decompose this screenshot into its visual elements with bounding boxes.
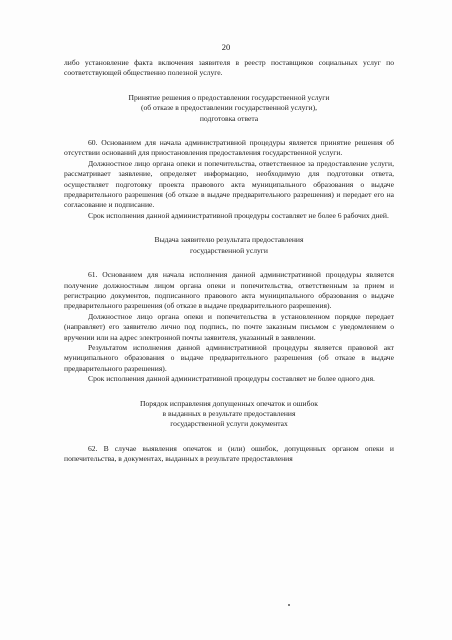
document-body: [64, 58, 394, 465]
heading-line: в выданных в результате предоставления: [162, 408, 296, 418]
paragraph-60-responsible: Должностное лицо органа опеки и попечительства, ответственное за предоставление услуги, рассматривает заявление, определяет информацию, необходимую для подготовки ответа, осуществляет подготовку проекта правового акта муниципального образования о выдаче предварительного разрешения (об отказе в выдаче предварительного разрешения) и передает его на согласование и подписание.: [64, 158, 394, 210]
scan-speck: [288, 604, 290, 606]
section-heading-corrections: [64, 399, 394, 430]
paragraph-61: 61. Основанием для начала исполнения данной административной процедуры является получение должностным лицом органа опеки и попечительства, ответственным за прием и регистрацию документов, подписанного правового акта муниципального образования о выдаче предварительного разрешения (об отказе в выдаче предварительного разрешения).: [64, 270, 394, 311]
section-heading-issue-result: [64, 235, 394, 256]
paragraph-61-result: Результатом исполнения данной административной процедуры является правовой акт муниципального образования о выдаче предварительного разрешения (об отказе в выдаче предварительного разрешения).: [64, 342, 394, 373]
intro-paragraph: либо установление факта включения заявителя в реестр поставщиков социальных услуг по соответствующей общественно полезной услуге.: [64, 58, 394, 78]
paragraph-61-deadline: Срок исполнения данной административной процедуры составляет не более одного дня.: [88, 374, 375, 384]
page-number: 20: [221, 42, 231, 52]
heading-line: Порядок исправления допущенных опечаток и ошибок: [140, 398, 318, 408]
paragraph-60-deadline: Срок исполнения данной административной процедуры составляет не более 6 рабочих дней.: [88, 210, 389, 220]
heading-line: государственной услуги документах: [170, 419, 288, 429]
heading-line: Выдача заявителю результата предоставления: [154, 235, 304, 245]
paragraph-60: 60. Основанием для начала административной процедуры является принятие решения об отсутствии оснований для приостановления предоставления государственной услуги.: [64, 138, 394, 158]
heading-line: Принятие решения о предоставлении государственной услуги: [128, 92, 330, 102]
paragraph-61-delivery: Должностное лицо органа опеки и попечительства в установленном порядке передает (направляет) его заявителю лично под подпись, по почте заказным письмом с уведомлением о вручении или на адрес электронной почты заявителя, указанный в заявлении.: [64, 311, 394, 342]
section-heading-decision: [64, 93, 394, 124]
paragraph-62: 62. В случае выявления опечаток и (или) ошибок, допущенных органом опеки и попечительства, в документах, выданных в результате предоставления: [64, 443, 394, 464]
heading-line: государственной услуги: [190, 245, 268, 255]
heading-line: подготовка ответа: [199, 113, 259, 123]
heading-line: (об отказе в предоставлении государственной услуги),: [140, 103, 318, 113]
